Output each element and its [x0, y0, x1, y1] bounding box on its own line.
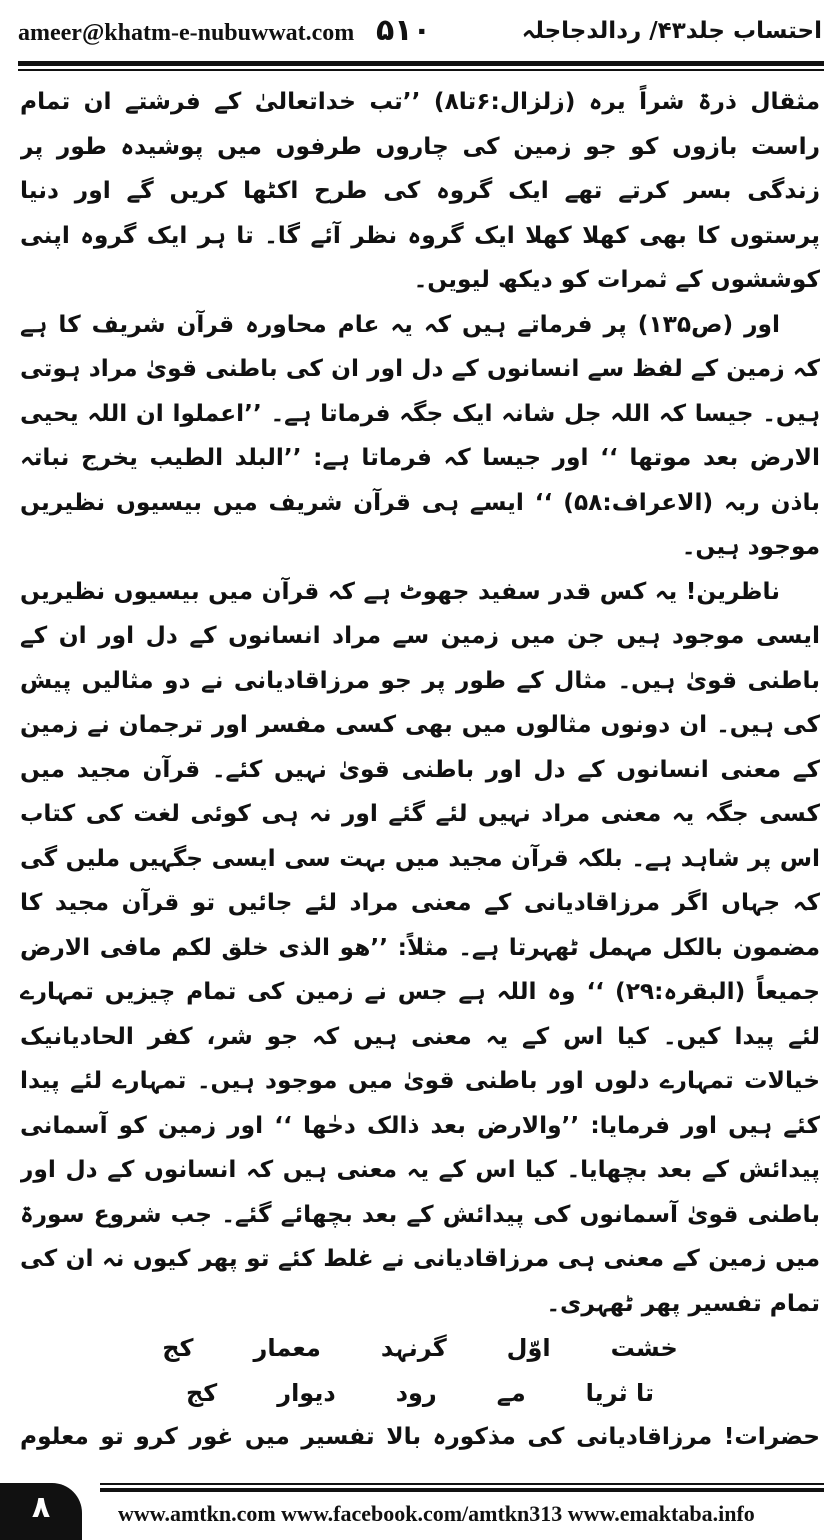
verse-word: مے — [496, 1378, 526, 1407]
footer-rule-thin — [100, 1483, 824, 1485]
paragraph-1: مثقال ذرۃ شراً یرہ (زلزال:۶تا۸) ’’تب خداتعالیٰ کے فرشتے ان تمام راست بازوں کو جو زمین کی چاروں طرفوں میں پوشیدہ طور پر زندگی بسر کرتے تھے ایک گروہ کی طرح اکٹھا کریں گے اور دنیا پرستوں کا بھی کھلا کھلا ایک گروہ نظر آئے گا۔ تا ہر ایک گروہ اپنی کوششوں کے ثمرات کو دیکھ لیویں۔ — [20, 88, 820, 293]
header-rule-thin — [18, 69, 824, 71]
page-footer — [0, 1483, 840, 1540]
header-rule-thick — [18, 61, 824, 66]
verse-word: گرنہد — [380, 1334, 447, 1362]
page-body — [20, 80, 820, 1450]
verse-word: کج — [162, 1334, 194, 1362]
verse-word: خشت — [610, 1334, 678, 1362]
verse-word: معمار — [253, 1334, 321, 1362]
verse-line-2 — [20, 1371, 820, 1416]
verse-line-1 — [20, 1326, 820, 1371]
verse-word: رود — [395, 1378, 437, 1407]
paragraph-3: ناظرین! یہ کس قدر سفید جھوٹ ہے کہ قرآن میں بیسیوں نظیریں ایسی موجود ہیں جن میں زمین سے مراد انسانوں کے دل اور ان کے باطنی قویٰ ہیں۔ مثال کے طور پر جو مرزاقادیانی نے دو مثالیں پیش کی ہیں۔ ان دونوں مثالوں میں بھی کسی مفسر اور ترجمان نے زمین کے معنی انسانوں کے دل اور باطنی قویٰ نہیں کئے۔ قرآن مجید میں کسی جگہ یہ معنی مراد نہیں لئے گئے اور نہ ہی کوئی لغت کی کتاب اس پر شاہد ہے۔ بلکہ قرآن مجید میں بہت سی ایسی جگہیں ملیں گی کہ جہاں اگر مرزاقادیانی کے معنی مراد لئے جائیں تو قرآن مجید کا مضمون بالکل مہمل ٹھہرتا ہے۔ مثلاً: ’’ھو الذی خلق لکم مافی الارض جمیعاً (البقرہ:۲۹) ‘‘ وہ اللہ ہے جس نے زمین کی تمام چیزیں تمہارے لئے پیدا کیں۔ کیا اس کے یہ معنی ہیں کہ جو شر، کفر الحادیانیک خیالات تمہارے دلوں اور باطنی قویٰ میں موجود ہیں۔ تمہارے لئے پیدا کئے ہیں اور فرمایا: ’’والارض بعد ذالک دحٰھا ‘‘ اور زمین کو آسمانی پیدائش کے بعد بچھایا۔ کیا اس کے یہ معنی ہیں کہ انسانوں کے دل اور باطنی قویٰ آسمانوں کی پیدائش کے بعد بچھائے گئے۔ جب شروع سورۃ میں زمین کے معنی ہی مرزاقادیانی نے غلط کئے تو پھر کیوں نہ ان کی تمام تفسیر پھر ٹھہری۔ — [20, 577, 820, 1317]
footer-website-links[interactable]: www.amtkn.com www.facebook.com/amtkn313 www.emaktaba.info — [118, 1501, 755, 1526]
verse-word: اوّل — [506, 1334, 551, 1362]
header-running-title: احتساب جلد۴۳/ ردالدجاجلہ — [521, 18, 822, 44]
closing-paragraph: حضرات! مرزاقادیانی کی مذکورہ بالا تفسیر میں غور کرو تو معلوم — [20, 1423, 820, 1450]
paragraph-2: اور (ص۱۳۵) پر فرماتے ہیں کہ یہ عام محاورہ قرآن شریف کا ہے کہ زمین کے لفظ سے انسانوں کے دل اور ان کی باطنی قویٰ مراد ہوتی ہیں۔ جیسا کہ اللہ جل شانہ ایک جگہ فرماتا ہے۔ ’’اعملوا ان اللہ یحیی الارض بعد موتھا ‘‘ اور جیسا کہ فرماتا ہے: ’’البلد الطیب یخرج نباتہ باذن ربہ (الاعراف:۵۸) ‘‘ ایسے ہی قرآن شریف میں بیسیوں نظیریں موجود ہیں۔ — [20, 310, 820, 560]
header-email: ameer@khatm-e-nubuwwat.com — [18, 20, 355, 46]
verse-word: تا ثریا — [585, 1378, 655, 1407]
page-header — [0, 0, 840, 70]
footer-rule-thick — [100, 1488, 824, 1492]
verse-word: دیوار — [277, 1378, 336, 1407]
header-page-number: ۵۱۰ — [376, 13, 431, 48]
footer-page-badge: ۸ — [0, 1483, 82, 1540]
verse-word: کج — [186, 1378, 218, 1407]
